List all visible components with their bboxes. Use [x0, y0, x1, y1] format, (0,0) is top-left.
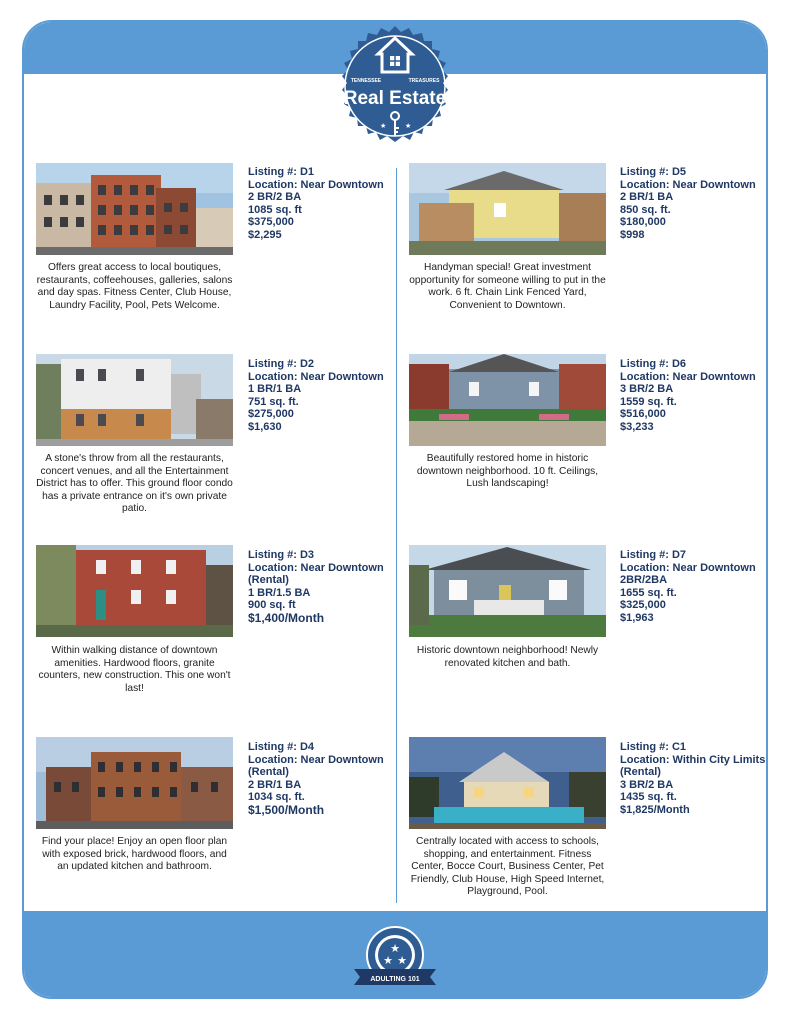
listing-detail: 1655 sq. ft. [620, 586, 677, 599]
logo-top-left: TENNESSEE [350, 78, 382, 84]
listing-detail: $1,825/Month [620, 803, 690, 816]
listing-location: Location: Near Downtown [248, 370, 384, 383]
listing-detail: 1085 sq. ft [248, 203, 302, 216]
listing-photo-d4[interactable] [36, 737, 233, 829]
logo-title: Real Estate [343, 88, 447, 109]
listing-detail: $375,000 [248, 216, 294, 228]
listing-detail: 1 BR/1.5 BA [248, 586, 311, 599]
listing-detail: 3 BR/2 BA [620, 383, 674, 395]
listing-info-d4 [248, 741, 388, 816]
listing-description-d1: Offers great access to local boutiques, restaurants, coffeehouses, galleries, salons and day spas. Fitness Center, Club House, Laundry Facility, Pool, Pets Welcome. [36, 262, 233, 311]
listing-info-d7 [620, 549, 760, 624]
listing-location: Location: Near Downtown [620, 178, 756, 191]
listing-detail: $325,000 [620, 599, 666, 611]
listing-detail: $1,500/Month [248, 802, 325, 817]
listing-info-d1 [248, 166, 388, 241]
listing-photo-d3[interactable] [36, 545, 233, 637]
listing-location: Location: Near Downtown [248, 561, 384, 574]
adulting-101-badge [348, 925, 442, 993]
listing-detail: $1,630 [248, 420, 282, 433]
listing-number: Listing #: D4 [248, 741, 315, 753]
listing-location: Location: Near Downtown [248, 178, 384, 191]
star-icon: ★ [405, 123, 412, 130]
listing-location: Location: Within City Limits [620, 753, 766, 766]
listing-photo-d1[interactable] [36, 163, 233, 255]
listing-photo-d7[interactable] [409, 545, 606, 637]
star-icon: ★ [397, 955, 407, 967]
listing-info-d2 [248, 358, 388, 433]
listing-detail: $1,963 [620, 611, 654, 624]
listing-detail: 2 BR/1 BA [620, 191, 674, 203]
listing-detail: 900 sq. ft [248, 599, 296, 611]
listing-info-d5 [620, 166, 760, 241]
listing-detail: $516,000 [620, 408, 666, 420]
listing-detail: 751 sq. ft. [248, 395, 299, 408]
listing-location: Location: Near Downtown [248, 753, 384, 766]
listing-detail: (Rental) [248, 766, 289, 778]
listing-description-c1: Centrally located with access to schools, shopping, and entertainment. Fitness Center, Bocce Court, Business Center, Pet Friendly, Club House, High Speed Internet, Playground, Pool. [410, 836, 605, 897]
listing-detail: 2BR/2BA [620, 574, 668, 586]
real-estate-logo [328, 24, 462, 158]
listing-detail: 1559 sq. ft. [620, 395, 677, 408]
listing-detail: $3,233 [620, 420, 654, 433]
listing-number: Listing #: D6 [620, 358, 687, 370]
listing-description-d3: Within walking distance of downtown amenities. Hardwood floors, granite counters, new construction. This one won't last! [38, 645, 231, 694]
listing-description-d5: Handyman special! Great investment opportunity for someone willing to put in the work. 6 ft. Chain Link Fenced Yard, Convenient to Downtown. [409, 262, 606, 311]
listing-detail: 850 sq. ft. [620, 203, 671, 216]
listing-photo-c1[interactable] [409, 737, 606, 829]
badge-text: ADULTING 101 [370, 976, 420, 983]
listing-number: Listing #: D2 [248, 358, 315, 370]
listing-photo-d5[interactable] [409, 163, 606, 255]
listing-info-d6 [620, 358, 760, 433]
listing-detail: $998 [620, 228, 645, 241]
logo-top-right: TREASURES [408, 78, 440, 84]
star-icon: ★ [380, 123, 387, 130]
listing-detail: 1034 sq. ft. [248, 791, 305, 803]
listing-detail: 2 BR/1 BA [248, 778, 302, 791]
listing-detail: (Rental) [620, 766, 661, 778]
listing-number: Listing #: D7 [620, 549, 687, 561]
listing-info-c1 [620, 741, 766, 816]
listing-detail: $180,000 [620, 216, 666, 228]
listing-description-d2: A stone's throw from all the restaurants, concert venues, and all the Entertainment District has to offer. This ground floor condo has a private entrance on it's own private patio. [36, 453, 233, 514]
listing-number: Listing #: C1 [620, 741, 687, 753]
listing-detail: $2,295 [248, 228, 282, 241]
listing-detail: 1435 sq. ft. [620, 791, 677, 803]
star-icon: ★ [383, 955, 393, 967]
listing-detail: 3 BR/2 BA [620, 778, 674, 791]
star-icon: ★ [390, 943, 400, 955]
column-divider [396, 168, 397, 903]
listing-number: Listing #: D1 [248, 166, 315, 178]
listing-detail: (Rental) [248, 574, 289, 586]
listing-photo-d6[interactable] [409, 354, 606, 446]
listing-description-d7: Historic downtown neighborhood! Newly renovated kitchen and bath. [416, 645, 599, 669]
listing-location: Location: Near Downtown [620, 370, 756, 383]
listing-number: Listing #: D3 [248, 549, 315, 561]
listing-detail: 1 BR/1 BA [248, 383, 302, 395]
listing-detail: $1,400/Month [248, 610, 325, 625]
listing-detail: $275,000 [248, 408, 294, 420]
listing-photo-d2[interactable] [36, 354, 233, 446]
listing-description-d4: Find your place! Enjoy an open floor plan with exposed brick, hardwood floors, and an updated kitchen and bathroom. [41, 836, 228, 872]
listing-location: Location: Near Downtown [620, 561, 756, 574]
listing-number: Listing #: D5 [620, 166, 687, 178]
listing-detail: 2 BR/2 BA [248, 191, 302, 203]
listing-info-d3 [248, 549, 388, 624]
listing-description-d6: Beautifully restored home in historic downtown neighborhood. 10 ft. Ceilings, Lush landscaping! [416, 453, 599, 489]
